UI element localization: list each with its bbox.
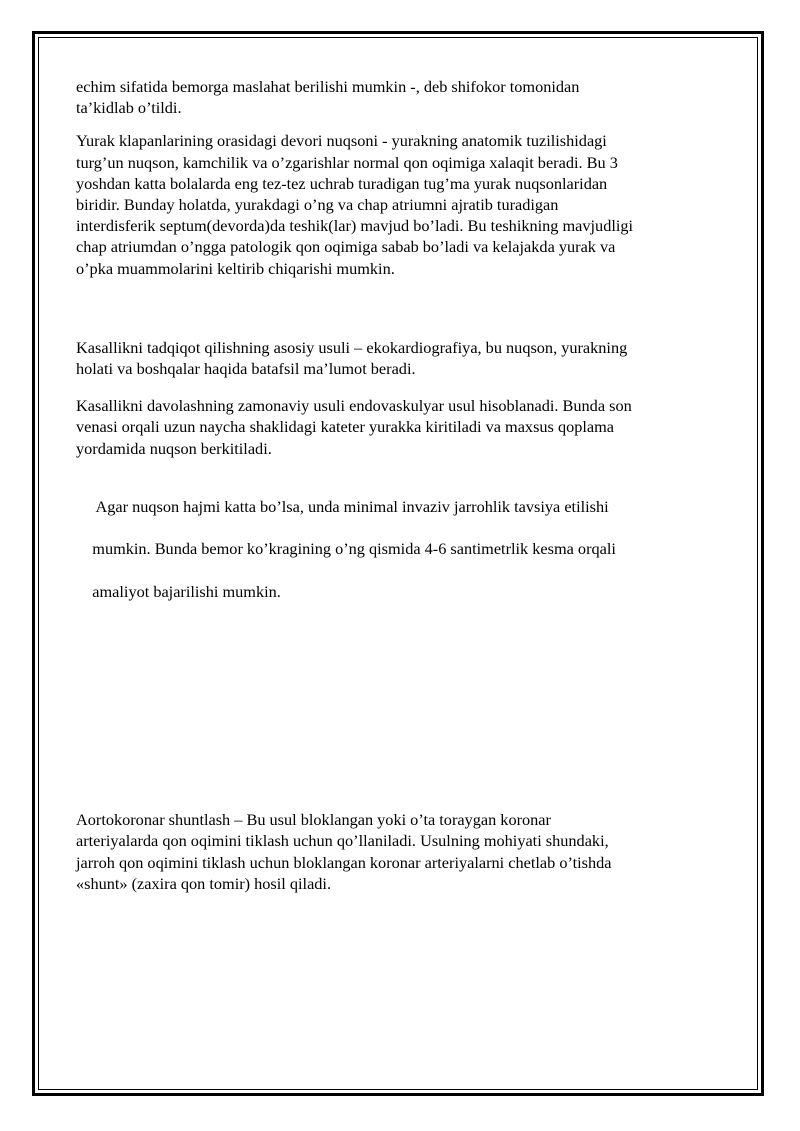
paragraph-1-line-2: ta’kidlab o’tildi. <box>76 98 182 118</box>
paragraph-5-line-2: mumkin. Bunda bemor ko’kragining o’ng qismida 4-6 santimetrlik kesma orqali <box>92 539 616 559</box>
paragraph-4-line-3: yordamida nuqson berkitiladi. <box>76 438 272 458</box>
paragraph-2-line-5: interdisferik septum(devorda)da teshik(lar) mavjud bo’ladi. Bu teshikning mavjudligi <box>76 216 634 236</box>
paragraph-5 <box>76 475 736 623</box>
paragraph-2 <box>76 130 736 278</box>
paragraph-6-line-2: arteriyalarda qon oqimini tiklash uchun qo’llaniladi. Usulning mohiyati shundaki, <box>76 831 609 851</box>
paragraph-6-line-4: «shunt» (zaxira qon tomir) hosil qiladi. <box>76 873 332 893</box>
paragraph-6-line-1: Aortokoronar shuntlash – Bu usul bloklangan yoki o’ta toraygan koronar <box>76 810 551 830</box>
paragraph-4-line-1: Kasallikni davolashning zamonaviy usuli endovaskulyar usul hisoblanadi. Bunda son <box>76 396 632 416</box>
paragraph-3 <box>76 337 736 379</box>
paragraph-2-line-6: chap atriumdan o’ngga patologik qon oqimiga sabab bo’ladi va kelajakda yurak va <box>76 237 616 257</box>
paragraph-4 <box>76 395 736 459</box>
paragraph-5-line-1: Agar nuqson hajmi katta bo’lsa, unda minimal invaziv jarrohlik tavsiya etilishi <box>92 497 609 517</box>
paragraph-1 <box>76 76 736 118</box>
paragraph-3-line-2: holati va boshqalar haqida batafsil ma’lumot beradi. <box>76 359 416 379</box>
paragraph-2-line-1: Yurak klapanlarining orasidagi devori nuqsoni - yurakning anatomik tuzilishidagi <box>76 131 607 151</box>
paragraph-2-line-7: o’pka muammolarini keltirib chiqarishi mumkin. <box>76 258 395 278</box>
document-body <box>76 76 736 894</box>
paragraph-5-line-3: amaliyot bajarilishi mumkin. <box>92 581 281 601</box>
paragraph-2-line-4: biridir. Bunday holatda, yurakdagi o’ng va chap atriumni ajratib turadigan <box>76 195 559 215</box>
paragraph-2-line-3: yoshdan katta bolalarda eng tez-tez uchrab turadigan tug’ma yurak nuqsonlaridan <box>76 173 608 193</box>
paragraph-2-line-2: turg’un nuqson, kamchilik va o’zgarishlar normal qon oqimiga xalaqit beradi. Bu 3 <box>76 152 618 172</box>
paragraph-4-line-2: venasi orqali uzun naycha shaklidagi kateter yurakka kiritiladi va maxsus qoplama <box>76 417 615 437</box>
paragraph-1-line-1: echim sifatida bemorga maslahat berilishi mumkin -, deb shifokor tomonidan <box>76 77 580 96</box>
paragraph-3-line-1: Kasallikni tadqiqot qilishning asosiy usuli – ekokardiografiya, bu nuqson, yurakning <box>76 337 628 357</box>
paragraph-6-line-3: jarroh qon oqimini tiklash uchun bloklangan koronar arteriyalarni chetlab o’tishda <box>76 852 612 872</box>
paragraph-6 <box>76 809 736 894</box>
